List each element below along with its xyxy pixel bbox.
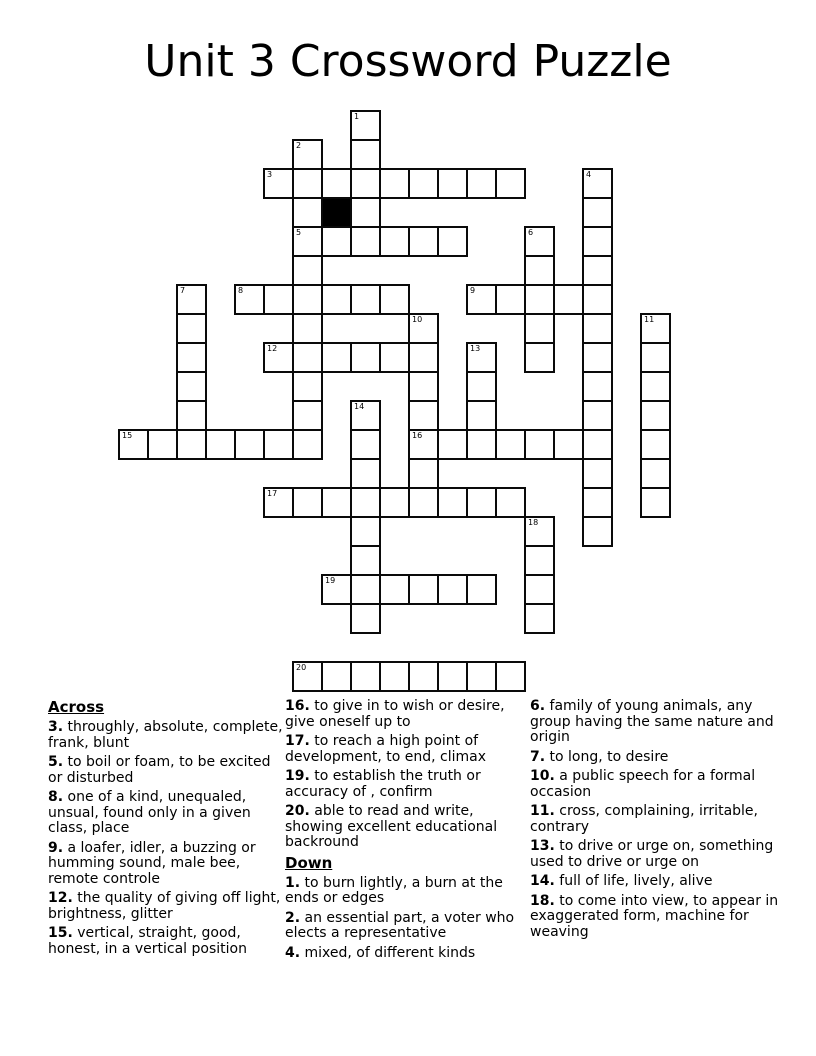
clue-across-19 xyxy=(285,769,525,800)
grid-cell xyxy=(292,661,323,692)
cell-number: 14 xyxy=(354,402,365,411)
grid-cell xyxy=(640,371,671,402)
grid-cell xyxy=(437,226,468,257)
grid-cell xyxy=(582,226,613,257)
grid-cell xyxy=(495,168,526,199)
across-header: Across xyxy=(48,698,105,716)
grid-cell xyxy=(292,371,323,402)
grid-cell xyxy=(437,661,468,692)
cell-number: 12 xyxy=(267,344,278,353)
cell-number: 5 xyxy=(296,228,302,237)
grid-cell xyxy=(408,226,439,257)
clue-text: to boil or foam, to be excited or disturbed xyxy=(48,754,271,786)
grid-cell xyxy=(640,342,671,373)
cell-number: 20 xyxy=(296,663,307,672)
grid-cell xyxy=(553,284,584,315)
grid-cell xyxy=(350,226,381,257)
grid-cell xyxy=(292,255,323,286)
clue-text: vertical, straight, good, honest, in a vertical position xyxy=(48,925,247,957)
grid-cell xyxy=(234,429,265,460)
grid-cell xyxy=(437,574,468,605)
grid-cell xyxy=(640,458,671,489)
clue-number: 19. xyxy=(285,768,310,784)
grid-cell xyxy=(495,661,526,692)
clue-number: 14. xyxy=(530,873,555,889)
grid-cell xyxy=(292,487,323,518)
grid-cell xyxy=(350,400,381,431)
clue-number: 9. xyxy=(48,839,64,856)
clue-text: to long, to desire xyxy=(545,748,669,765)
cell-number: 3 xyxy=(267,170,273,179)
cell-number: 8 xyxy=(238,286,244,295)
clue-across-12 xyxy=(48,891,283,922)
grid-cell xyxy=(495,284,526,315)
grid-cell xyxy=(640,400,671,431)
grid-cell xyxy=(350,342,381,373)
clue-across-15 xyxy=(48,926,283,957)
cell-number: 19 xyxy=(325,576,336,585)
clue-down-18 xyxy=(530,894,782,941)
grid-cell xyxy=(379,574,410,605)
grid-cell xyxy=(350,516,381,547)
grid-cell xyxy=(437,168,468,199)
clue-across-8 xyxy=(48,790,283,837)
grid-cell xyxy=(321,168,352,199)
grid-cell xyxy=(582,400,613,431)
grid-cell xyxy=(524,313,555,344)
grid-cell xyxy=(350,139,381,170)
clue-down-7 xyxy=(530,750,782,766)
grid-cell xyxy=(350,458,381,489)
grid-cell xyxy=(437,487,468,518)
grid-cell xyxy=(524,429,555,460)
grid-cell xyxy=(408,574,439,605)
grid-cell xyxy=(582,487,613,518)
grid-cell xyxy=(524,342,555,373)
grid-cell xyxy=(582,458,613,489)
clue-text: to give in to wish or desire, give oneself up to xyxy=(285,698,505,730)
clue-number: 11. xyxy=(530,803,555,819)
grid-cell xyxy=(321,574,352,605)
grid-cell xyxy=(350,197,381,228)
clue-text: to establish the truth or accuracy of , confirm xyxy=(285,768,481,800)
black-cell xyxy=(321,197,352,228)
cell-number: 9 xyxy=(470,286,476,295)
grid-cell xyxy=(408,400,439,431)
clue-number: 10. xyxy=(530,768,555,784)
grid-cell xyxy=(408,661,439,692)
grid-cell xyxy=(408,429,439,460)
cell-number: 18 xyxy=(528,518,539,527)
grid-cell xyxy=(176,400,207,431)
grid-cell xyxy=(176,342,207,373)
grid-cell xyxy=(321,342,352,373)
clue-down-13 xyxy=(530,839,782,870)
grid-cell xyxy=(292,226,323,257)
grid-cell xyxy=(466,400,497,431)
grid-cell xyxy=(640,487,671,518)
grid-cell xyxy=(582,255,613,286)
grid-cell xyxy=(466,342,497,373)
grid-cell xyxy=(263,168,294,199)
grid-cell xyxy=(321,284,352,315)
clue-text: family of young animals, any group having the same nature and origin xyxy=(530,698,774,745)
clue-number: 20. xyxy=(285,803,310,819)
grid-cell xyxy=(350,429,381,460)
grid-cell xyxy=(350,545,381,576)
clue-text: to burn lightly, a burn at the ends or edges xyxy=(285,874,503,906)
cell-number: 7 xyxy=(180,286,186,295)
grid-cell xyxy=(176,371,207,402)
clue-text: throughly, absolute, complete, frank, blunt xyxy=(48,719,283,751)
clue-down-2 xyxy=(285,911,525,942)
clue-down-11 xyxy=(530,804,782,835)
clue-down-6 xyxy=(530,699,782,746)
grid-cell xyxy=(582,342,613,373)
grid-cell xyxy=(321,226,352,257)
grid-cell xyxy=(292,168,323,199)
clue-text: mixed, of different kinds xyxy=(300,944,476,961)
clue-text: a loafer, idler, a buzzing or humming sound, male bee, remote controle xyxy=(48,839,256,887)
grid-cell xyxy=(437,429,468,460)
grid-cell xyxy=(466,487,497,518)
grid-cell xyxy=(292,429,323,460)
grid-cell xyxy=(495,487,526,518)
clue-number: 13. xyxy=(530,838,555,854)
grid-cell xyxy=(176,429,207,460)
clue-across-17 xyxy=(285,734,525,765)
grid-cell xyxy=(524,255,555,286)
cell-number: 4 xyxy=(586,170,592,179)
grid-cell xyxy=(350,110,381,141)
cell-number: 16 xyxy=(412,431,423,440)
grid-cell xyxy=(582,429,613,460)
clue-down-10 xyxy=(530,769,782,800)
grid-cell xyxy=(408,313,439,344)
grid-cell xyxy=(263,342,294,373)
clue-down-4 xyxy=(285,946,525,962)
grid-cell xyxy=(582,284,613,315)
clue-text: a public speech for a formal occasion xyxy=(530,768,756,800)
grid-cell xyxy=(640,313,671,344)
cell-number: 17 xyxy=(267,489,278,498)
clue-text: to drive or urge on, something used to drive or urge on xyxy=(530,838,774,870)
clue-number: 18. xyxy=(530,892,555,909)
grid-cell xyxy=(466,284,497,315)
grid-cell xyxy=(350,284,381,315)
clue-number: 3. xyxy=(48,719,64,735)
clue-number: 6. xyxy=(530,698,546,714)
down-header: Down xyxy=(285,853,333,872)
grid-cell xyxy=(118,429,149,460)
grid-cell xyxy=(147,429,178,460)
grid-cell xyxy=(495,429,526,460)
clue-number: 16. xyxy=(285,698,310,714)
cell-number: 2 xyxy=(296,141,302,150)
grid-cell xyxy=(176,284,207,315)
grid-cell xyxy=(466,661,497,692)
grid-cell xyxy=(408,487,439,518)
grid-cell xyxy=(582,197,613,228)
grid-cell xyxy=(524,516,555,547)
grid-cell xyxy=(292,400,323,431)
clues-column-middle xyxy=(285,699,525,965)
clue-text: the quality of giving off light, brightness, glitter xyxy=(48,890,281,922)
clue-down-1 xyxy=(285,876,525,907)
grid-cell xyxy=(350,574,381,605)
grid-cell xyxy=(640,429,671,460)
clues-column-right xyxy=(530,699,782,944)
cell-number: 10 xyxy=(412,315,423,324)
grid-cell xyxy=(379,284,410,315)
grid-cell xyxy=(379,487,410,518)
grid-cell xyxy=(321,487,352,518)
clue-text: cross, complaining, irritable, contrary xyxy=(530,803,758,835)
grid-cell xyxy=(466,574,497,605)
grid-cell xyxy=(292,342,323,373)
grid-cell xyxy=(379,661,410,692)
grid-cell xyxy=(292,139,323,170)
cell-number: 15 xyxy=(122,431,133,440)
clue-number: 5. xyxy=(48,754,64,770)
grid-cell xyxy=(524,545,555,576)
cell-number: 1 xyxy=(354,112,360,121)
clue-across-9 xyxy=(48,841,283,888)
grid-cell xyxy=(350,487,381,518)
clue-number: 1. xyxy=(285,874,301,891)
grid-cell xyxy=(205,429,236,460)
grid-cell xyxy=(524,603,555,634)
clue-text: an essential part, a voter who elects a representative xyxy=(285,909,515,941)
cell-number: 11 xyxy=(644,315,655,324)
clue-number: 17. xyxy=(285,733,310,749)
clue-across-20 xyxy=(285,804,525,851)
cell-number: 6 xyxy=(528,228,534,237)
grid-cell xyxy=(582,371,613,402)
grid-cell xyxy=(408,371,439,402)
cell-number: 13 xyxy=(470,344,481,353)
clue-across-16 xyxy=(285,699,525,730)
grid-cell xyxy=(582,516,613,547)
clue-across-3 xyxy=(48,720,283,751)
clue-text: one of a kind, unequaled, unsual, found only in a given class, place xyxy=(48,789,251,836)
clue-number: 15. xyxy=(48,925,73,941)
grid-cell xyxy=(292,197,323,228)
grid-cell xyxy=(263,284,294,315)
grid-cell xyxy=(176,313,207,344)
grid-cell xyxy=(379,226,410,257)
grid-cell xyxy=(379,168,410,199)
clue-text: to reach a high point of development, to end, climax xyxy=(285,733,487,765)
grid-cell xyxy=(466,429,497,460)
clue-text: able to read and write, showing excellent educational backround xyxy=(285,803,498,850)
clue-number: 7. xyxy=(530,748,546,765)
clue-number: 12. xyxy=(48,890,73,906)
grid-cell xyxy=(524,574,555,605)
clue-across-5 xyxy=(48,755,283,786)
grid-cell xyxy=(466,168,497,199)
grid-cell xyxy=(408,342,439,373)
grid-cell xyxy=(321,661,352,692)
grid-cell xyxy=(524,226,555,257)
grid-cell xyxy=(379,342,410,373)
grid-cell xyxy=(466,371,497,402)
clue-text: to come into view, to appear in exaggerated form, machine for weaving xyxy=(530,892,779,940)
grid-cell xyxy=(292,313,323,344)
grid-cell xyxy=(350,168,381,199)
grid-cell xyxy=(582,313,613,344)
clue-number: 4. xyxy=(285,944,301,961)
grid-cell xyxy=(292,284,323,315)
clue-number: 8. xyxy=(48,789,64,805)
clues-column-left xyxy=(48,699,283,961)
grid-cell xyxy=(582,168,613,199)
clue-number: 2. xyxy=(285,909,301,926)
grid-cell xyxy=(408,458,439,489)
grid-cell xyxy=(408,168,439,199)
grid-cell xyxy=(263,429,294,460)
page-title: Unit 3 Crossword Puzzle xyxy=(144,36,672,87)
grid-cell xyxy=(263,487,294,518)
grid-cell xyxy=(553,429,584,460)
grid-cell xyxy=(234,284,265,315)
grid-cell xyxy=(350,603,381,634)
clue-down-14 xyxy=(530,874,782,890)
grid-cell xyxy=(524,284,555,315)
grid-cell xyxy=(350,661,381,692)
clue-text: full of life, lively, alive xyxy=(554,873,713,889)
